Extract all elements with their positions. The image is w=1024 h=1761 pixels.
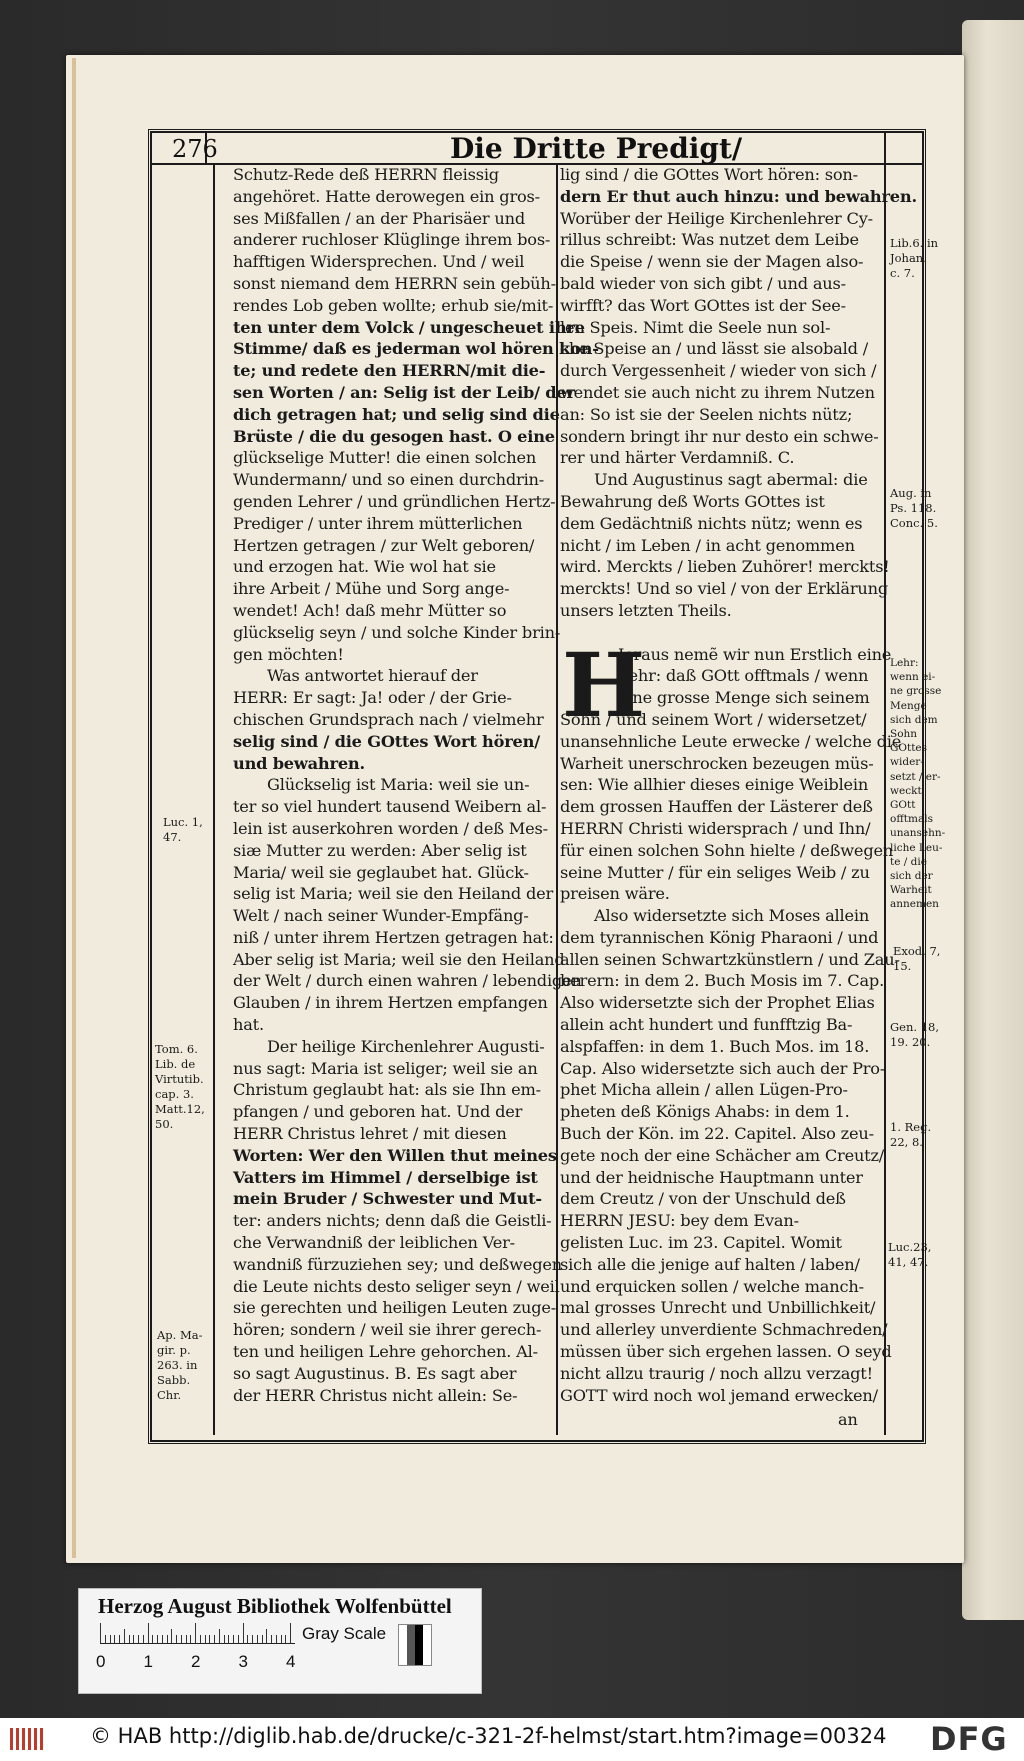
margin-note <box>890 1020 939 1050</box>
text-line: Prediger / unter ihrem mütterlichen <box>233 513 523 533</box>
margin-note-line: Matt.12, <box>155 1102 205 1116</box>
ruler-tick <box>171 1629 172 1643</box>
catchword: an <box>838 1410 858 1429</box>
margin-note-line: Johan. <box>890 251 927 265</box>
ruler-tick <box>200 1635 201 1643</box>
text-line: lein ist auserkohren worden / deß Mes- <box>233 818 548 838</box>
text-line: Ieraus nemẽ wir nun Erstlich eine <box>618 644 892 664</box>
ruler-tick <box>238 1635 239 1643</box>
ruler-tick <box>181 1635 182 1643</box>
text-line: siæ Mutter zu werden: Aber selig ist <box>233 840 527 860</box>
ruler-tick <box>228 1635 229 1643</box>
ruler-tick <box>129 1635 130 1643</box>
margin-note-line: sich der <box>890 870 933 883</box>
margin-note-line: cap. 3. <box>155 1087 194 1101</box>
text-line: dem Creutz / von der Unschuld deß <box>560 1189 846 1209</box>
text-line: bald wieder von sich gibt / und aus- <box>560 273 846 293</box>
text-line: sonst niemand dem HERRN sein gebüh- <box>233 273 556 293</box>
text-line: Brüste / die du gesogen hast. O eine <box>233 426 555 446</box>
margin-note-line: Luc. 1, <box>163 815 203 829</box>
margin-note-line: setzt / er- <box>890 770 941 783</box>
ruler-tick <box>133 1635 134 1643</box>
text-line: genden Lehrer / und gründlichen Hertz- <box>233 491 556 511</box>
text-line: Und Augustinus sagt abermal: die <box>594 470 868 490</box>
ruler-tick <box>252 1635 253 1643</box>
margin-note <box>893 944 940 974</box>
ruler-tick <box>148 1623 149 1643</box>
text-line: Worüber der Heilige Kirchenlehrer Cy- <box>560 208 873 228</box>
text-line: pheten deß Königs Ahabs: in dem 1. <box>560 1102 850 1122</box>
text-line: die Leute nichts desto seliger seyn / weil <box>233 1276 560 1296</box>
ruler-tick <box>224 1635 225 1643</box>
text-line: ses Mißfallen / an der Pharisäer und <box>233 208 526 228</box>
text-line: len Speis. Nimt die Seele nun sol- <box>560 317 831 337</box>
text-line: Sohn / und seinem Wort / widersetzet/ <box>560 709 867 729</box>
ruler-tick <box>119 1635 120 1643</box>
text-line: GOTT wird noch wol jemand erwecken/ <box>560 1385 878 1405</box>
ruler-tick <box>247 1635 248 1643</box>
text-line: ter so viel hundert tausend Weibern al- <box>233 797 547 817</box>
text-line: dern Er thut auch hinzu: und bewahren. <box>560 186 917 206</box>
ruler-tick <box>214 1635 215 1643</box>
left-text-column <box>233 164 599 1406</box>
hab-logo-icon <box>8 1724 48 1754</box>
text-line: glückselig seyn / und solche Kinder brin- <box>233 622 561 642</box>
ruler-tick <box>281 1635 282 1643</box>
text-line: und der heidnische Hauptmann unter <box>560 1167 863 1187</box>
text-line: dem Gedächtniß nichts nütz; wenn es <box>560 513 863 533</box>
margin-note-line: 50. <box>155 1117 174 1131</box>
margin-note <box>888 1240 931 1270</box>
ruler-tick <box>138 1635 139 1643</box>
footer-copyright-link[interactable]: © HAB http://diglib.hab.de/drucke/c-321-2f-helmst/start.htm?image=00324 <box>90 1724 887 1748</box>
gray-scale-label: Gray Scale <box>302 1624 387 1643</box>
text-line: Also widersetzte sich der Prophet Elias <box>560 993 875 1013</box>
text-line: selig ist Maria; weil sie den Heiland der <box>233 884 554 904</box>
text-line: ten und heiligen Lehre gehorchen. Al- <box>233 1342 538 1362</box>
text-line: hören; sondern / weil sie ihrer gerech- <box>233 1320 542 1340</box>
margin-note-line: wenn ei- <box>890 671 936 684</box>
ruler-tick <box>186 1635 187 1643</box>
ruler-tick <box>290 1623 291 1643</box>
margin-note-line: Lib. de <box>155 1057 196 1071</box>
margin-note-line: GOtt <box>890 799 916 812</box>
text-line: alspfaffen: in dem 1. Buch Mos. im 18. <box>560 1036 870 1056</box>
text-line: Hertzen getragen / zur Welt geboren/ <box>233 535 535 555</box>
margin-note-line: 19. 20. <box>890 1035 931 1049</box>
margin-note-line: 22, 8. <box>890 1135 923 1149</box>
text-line: Christum geglaubt hat: als sie Ihn em- <box>233 1080 541 1100</box>
margin-note-line: 15. <box>893 959 912 973</box>
ruler-tick <box>285 1635 286 1643</box>
margin-note-line: Gen. 18, <box>890 1020 939 1034</box>
text-line: Glückselig ist Maria: weil sie un- <box>267 775 530 795</box>
text-line: che Verwandniß der leiblichen Ver- <box>233 1233 515 1253</box>
ruler-tick <box>176 1635 177 1643</box>
text-line: dem tyrannischen König Pharaoni / und <box>560 927 879 947</box>
text-line: sen: Wie allhier dieses einige Weiblein <box>560 775 869 795</box>
ruler-tick <box>114 1635 115 1643</box>
header-divider-right <box>884 131 886 165</box>
ruler-number: 2 <box>191 1652 201 1671</box>
text-line: dich getragen hat; und selig sind die <box>233 404 560 424</box>
page-number: 276 <box>172 135 218 163</box>
text-line: Wundermann/ und so einen durchdrin- <box>233 470 545 490</box>
text-line: Stimme/ daß es jederman wol hören kon- <box>233 339 599 359</box>
ruler-tick <box>276 1635 277 1643</box>
facing-page-edge <box>962 20 1024 1620</box>
ruler-tick <box>152 1635 153 1643</box>
text-line: Also widersetzte sich Moses allein <box>594 906 870 926</box>
text-line: glückselige Mutter! die einen solchen <box>233 448 537 468</box>
text-line: Bewahrung deß Worts GOttes ist <box>560 491 825 511</box>
ruler-number: 3 <box>238 1652 248 1671</box>
margin-note-line: Luc.23, <box>888 1240 932 1254</box>
ruler-tick <box>143 1635 144 1643</box>
text-line: ten unter dem Volck / ungescheuet ihre <box>233 317 585 337</box>
text-line: durch Vergessenheit / wieder von sich / <box>560 361 877 381</box>
margin-note-line: annemen <box>890 898 939 911</box>
ruler-number: 4 <box>286 1652 296 1671</box>
text-line: und erquicken sollen / welche manch- <box>560 1276 864 1296</box>
ruler-tick <box>209 1635 210 1643</box>
text-line: so sagt Augustinus. B. Es sagt aber <box>233 1363 517 1383</box>
margin-note-line: Ap. Ma- <box>157 1328 203 1342</box>
running-title: Die Dritte Predigt/ <box>450 132 743 165</box>
text-line: Aber selig ist Maria; weil sie den Heiland <box>233 949 565 969</box>
text-line: gete noch der eine Schächer am Creutz/ <box>560 1145 885 1165</box>
text-line: Worten: Wer den Willen thut meines <box>233 1145 557 1165</box>
text-line: seine Mutter / für ein seliges Weib / zu <box>560 862 870 882</box>
text-line: eine grosse Menge sich seinem <box>618 688 870 708</box>
text-line: niß / unter ihrem Hertzen getragen hat: <box>233 927 554 947</box>
text-line: nus sagt: Maria ist seliger; weil sie an <box>233 1058 538 1078</box>
text-line: die Speise / wenn sie der Magen also- <box>560 252 864 272</box>
text-line: te; und redete den HERRN/mit die- <box>233 361 546 381</box>
ruler-number: 1 <box>143 1652 153 1671</box>
dfg-logo: DFG <box>930 1720 1008 1758</box>
text-line: mal grosses Unrecht und Unbillichkeit/ <box>560 1298 876 1318</box>
text-line: preisen wäre. <box>560 884 670 904</box>
text-line: unsers letzten Theils. <box>560 600 732 620</box>
margin-note-line: 1. Reg. <box>890 1120 932 1134</box>
ruler-tick <box>195 1623 196 1643</box>
text-line: sondern bringt ihr nur desto ein schwe- <box>560 426 879 446</box>
text-line: für einen solchen Sohn hielte / deßwegen <box>560 840 894 860</box>
text-line: der HERR Christus nicht allein: Se- <box>233 1385 518 1405</box>
text-line: und allerley unverdiente Schmachreden/ <box>560 1320 888 1340</box>
margin-note-line: Lehr: <box>890 657 919 669</box>
measurement-ruler <box>100 1622 295 1644</box>
margin-note-line: Lib.6. in <box>890 236 939 250</box>
text-line: Welt / nach seiner Wunder-Empfäng- <box>233 906 529 926</box>
text-line: an: So ist sie der Seelen nichts nütz; <box>560 404 853 424</box>
text-line: HERR: Er sagt: Ja! oder / der Grie- <box>233 688 512 708</box>
ruler-number: 0 <box>96 1652 106 1671</box>
text-line: Buch der Kön. im 22. Capitel. Also zeu- <box>560 1124 874 1144</box>
text-line: sie gerechten und heiligen Leuten zuge- <box>233 1298 557 1318</box>
margin-note-line: Aug. in <box>890 486 932 500</box>
margin-note-line: Sohn <box>890 728 918 741</box>
margin-note <box>157 1328 203 1403</box>
text-line: angehöret. Hatte derowegen ein gros- <box>233 186 540 206</box>
margin-note-line: c. 7. <box>890 266 915 280</box>
margin-note <box>155 1042 205 1132</box>
text-line: sen Worten / an: Selig ist der Leib/ der <box>233 382 575 402</box>
margin-note <box>890 656 945 912</box>
page-edge-shadow <box>72 58 76 1558</box>
text-line: wandniß fürzuziehen sey; und deßwegen <box>233 1254 562 1274</box>
text-line: Schutz-Rede deß HERRN fleissig <box>233 165 499 184</box>
text-line: der Welt / durch einen wahren / lebendigen <box>233 971 582 991</box>
margin-note-line: 263. in <box>157 1358 198 1372</box>
text-line: selig sind / die GOttes Wort hören/ <box>233 731 540 751</box>
gray-scale-swatch <box>398 1624 432 1666</box>
margin-note-line: ne grosse <box>890 685 942 698</box>
text-line: Vatters im Himmel / derselbige ist <box>233 1167 538 1187</box>
ruler-tick <box>233 1635 234 1643</box>
text-line: Glauben / in ihrem Hertzen empfangen <box>233 993 548 1013</box>
margin-note-line: gir. p. <box>157 1343 191 1357</box>
ruler-tick <box>190 1635 191 1643</box>
text-line: gen möchten! <box>233 644 344 664</box>
ruler-tick <box>219 1629 220 1643</box>
text-line: Maria/ weil sie geglaubet hat. Glück- <box>233 862 529 882</box>
margin-note-line: 41, 47. <box>888 1255 929 1269</box>
left-margin-rule <box>213 165 215 1435</box>
text-line: ihre Arbeit / Mühe und Sorg ange- <box>233 579 510 599</box>
margin-note-line: Warheit <box>890 884 932 897</box>
ruler-tick <box>105 1635 106 1643</box>
text-line: nicht allzu traurig / noch allzu verzagt! <box>560 1363 873 1383</box>
margin-note-line: unansehn- <box>890 827 946 840</box>
margin-note-line: Ps. 118. <box>890 501 937 515</box>
library-name: Herzog August Bibliothek Wolfenbüttel <box>98 1594 452 1618</box>
ruler-tick <box>124 1629 125 1643</box>
text-line: unansehnliche Leute erwecke / welche die <box>560 731 902 751</box>
text-line: wendet! Ach! daß mehr Mütter so <box>233 600 507 620</box>
margin-note-line: Chr. <box>157 1388 182 1402</box>
text-line: ter: anders nichts; denn daß die Geistli- <box>233 1211 552 1231</box>
text-line: che Speise an / und lässt sie alsobald / <box>560 339 868 359</box>
text-line: und erzogen hat. Wie wol hat sie <box>233 557 496 577</box>
text-line: berern: in dem 2. Buch Mosis im 7. Cap. <box>560 971 885 991</box>
margin-note-line: weckt <box>890 784 922 797</box>
ruler-tick <box>157 1635 158 1643</box>
text-line: Cap. Also widersetzte sich auch der Pro- <box>560 1058 886 1078</box>
text-line: chischen Grundsprach nach / vielmehr <box>233 709 544 729</box>
text-line: rer und härter Verdamniß. C. <box>560 448 795 468</box>
text-line: allen seinen Schwartzkünstlern / und Zau- <box>560 949 900 969</box>
margin-note-line: wider- <box>890 756 924 769</box>
ruler-tick <box>262 1635 263 1643</box>
drop-capital: H <box>562 633 646 737</box>
text-line: mein Bruder / Schwester und Mut- <box>233 1189 542 1209</box>
ruler-tick <box>243 1623 244 1643</box>
ruler-tick <box>266 1629 267 1643</box>
ruler-tick <box>271 1635 272 1643</box>
margin-note-line: liche Leu- <box>890 841 943 854</box>
text-line: nicht / im Leben / in acht genommen <box>560 535 855 555</box>
text-line: wird. Merckts / lieben Zuhörer! merckts! <box>560 557 890 577</box>
ruler-tick <box>100 1623 101 1643</box>
text-line: hat. <box>233 1015 264 1035</box>
text-line: hafftigen Widersprechen. Und / weil <box>233 252 525 272</box>
margin-note-line: 47. <box>163 830 182 844</box>
text-line: müssen über sich ergehen lassen. O seyd <box>560 1342 892 1362</box>
margin-note-line: Virtutib. <box>155 1072 204 1086</box>
text-line: HERRN JESU: bey dem Evan- <box>560 1211 799 1231</box>
margin-note <box>163 815 203 845</box>
text-line: phet Micha allein / allen Lügen-Pro- <box>560 1080 848 1100</box>
text-line: Warheit unerschrocken bezeugen müs- <box>560 753 874 773</box>
text-line: wirfft? das Wort GOttes ist der See- <box>560 295 846 315</box>
ruler-tick <box>162 1635 163 1643</box>
text-line: Was antwortet hierauf der <box>267 666 478 686</box>
margin-note-line: sich dem <box>890 713 938 726</box>
text-line: gelisten Luc. im 23. Capitel. Womit <box>560 1233 842 1253</box>
ruler-tick <box>205 1635 206 1643</box>
margin-note-line: Conc. 5. <box>890 516 938 530</box>
ruler-tick <box>110 1635 111 1643</box>
margin-note-line: Menge <box>890 699 927 712</box>
margin-note <box>890 486 938 531</box>
text-line: Der heilige Kirchenlehrer Augusti- <box>267 1036 545 1056</box>
text-line: wendet sie auch nicht zu ihrem Nutzen <box>560 382 875 402</box>
ruler-tick <box>167 1635 168 1643</box>
text-line: sich alle die jenige auf halten / laben/ <box>560 1254 860 1274</box>
margin-note <box>890 1120 931 1150</box>
margin-note-line: offtmals <box>890 813 933 826</box>
text-line: allein acht hundert und funfftzig Ba- <box>560 1015 853 1035</box>
text-line: dem grossen Hauffen der Lästerer deß <box>560 797 873 817</box>
text-line: lig sind / die GOttes Wort hören: son- <box>560 165 858 184</box>
text-line: merckts! Und so viel / von der Erklärung <box>560 579 889 599</box>
margin-note-line: GOttes <box>890 742 928 755</box>
text-line: rillus schreibt: Was nutzet dem Leibe <box>560 230 859 250</box>
margin-note-line: te / die <box>890 855 927 868</box>
margin-note-line: Exod. 7, <box>893 944 941 958</box>
text-line: rendes Lob geben wollte; erhub sie/mit- <box>233 295 554 315</box>
text-line: Lehr: daß GOtt offtmals / wenn <box>618 666 869 686</box>
margin-note <box>890 236 938 281</box>
ruler-tick <box>257 1635 258 1643</box>
text-line: und bewahren. <box>233 753 365 773</box>
text-line: HERR Christus lehret / mit diesen <box>233 1124 507 1144</box>
margin-note-line: Tom. 6. <box>155 1042 198 1056</box>
text-line: pfangen / und geboren hat. Und der <box>233 1102 523 1122</box>
margin-note-line: Sabb. <box>157 1373 191 1387</box>
text-line: anderer ruchloser Klüglinge ihrem bos- <box>233 230 551 250</box>
text-line: HERRN Christi widersprach / und Ihn/ <box>560 818 871 838</box>
